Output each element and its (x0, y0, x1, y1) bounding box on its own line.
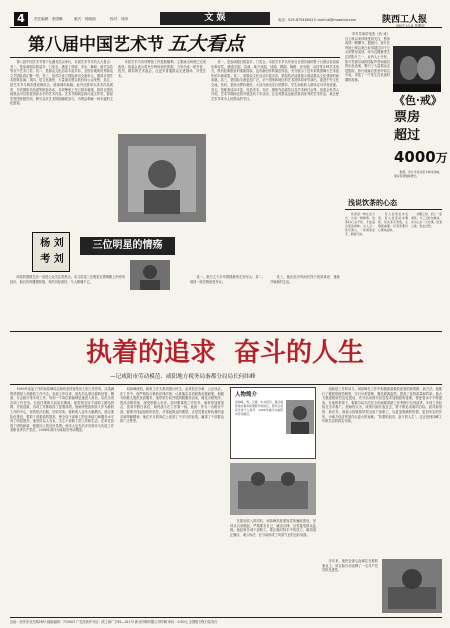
profile-photo (286, 400, 314, 434)
lust-title-line3: 超过 (394, 128, 421, 143)
headline-part-a: 第八届中国艺术节 (28, 35, 164, 55)
main-photo-1 (230, 463, 316, 515)
opinion-body: 饮茶是一种生活方式，也是一种修养。饮茶时心态平和，才能品出茶的真味。古人云：茶可清心，一杯清茶在手，烦恼尽消。 有人饮茶追求名贵，有人饮茶追求雅致，其实茶无贵贱，心境最重要。好茶需要好心情来品味。 闲暇之时，泡上一壶清茶，与三五好友畅谈，实为人生一大乐事。饮茶之道，贵在自然。 (345, 212, 442, 236)
feature-body: 明星的感情生活一直是公众关注的焦点。本文讲述三位明星在感情路上的坎坷经历，他们有的遭遇背叛，有的历经波折，令人唏嘘不已。 其一，她与丈夫多年感情最终走到尽头；其二，他因一段恋情备受争议。 其三，她在经历风雨后终于找到真爱，重新开始新的生活。 (10, 275, 340, 284)
main-body: 1989年参加工作的何纬峰同志始终坚持奋发向上的工作作风，以饱满的热情投入到税收工作中去。参加工作以来，他先后从事过税收征管、稽查、计会统计等多项工作，每到一个岗位都能够迅速进入角色，出色完成各项工作任务。在担任秦都分局局长期间，他带领全局干部职工团结拼搏、开拓创新，各项工作都取得了显著成绩。他始终把组织收入作为税收工作的中心，坚持依法治税，应收尽收，税收收入连年大幅增长。他注重队伍建设，狠抓干部素质的提高，使全局干部职工的业务能力和服务水平有了明显提升。他坚持以人为本，关心干部职工的工作和生活，在单位营造了团结和谐、积极向上的良好氛围。他本人也先后多次被评为先进工作者和优秀共产党员，2006年被评为咸阳市劳动模范。 何纬峰深知，税收工作关系到国计民生，必须依法办事、公正执法。在工作中，他严格执行税收法律法规，认真落实各项税收优惠政策，积极为纳税人提供优质服务。他带领分局开展纳税服务活动，简化办税程序，提高办税效率，深受纳税人好评。面对繁重的工作任务，他常常加班加点，放弃节假日休息，始终战斗在工作第一线。他说：作为一名税务干部，就要对得起组织的信任，对得起群众的期望。正是凭着这种执着的追求和奉献精神，他在平凡的岗位上创造了不平凡的业绩，赢得了干部群众的广泛赞誉。 人物简介 何纬峰，男，汉族，中共党员，现任咸阳地方税务局秦都分局局长。曾多次荣获先进个人称号，2006年被评为咸阳市劳动模范。 在抓好收入的同时，何纬峰高度重视党风廉政建设，坚持从自身做起，严格要求自己，廉洁自律，自觉接受群众监督。他经常告诫干部职工，要正确对待手中的权力，做到清正廉洁、秉公执法，在分局形成了风清气正的良好局面。 创新是工作的动力。何纬峰在工作中积极探索税收征管的新思路、新方法。他推行了税收管理员制度，实行分类管理，强化税源监控，提高了征管质量和效率。他大力推进税收信息化建设，充分运用现代信息技术加强税收管理，使征管水平不断提高。在他的带领下，秦都分局多次在全市地税系统工作考核中名列前茅，多项工作经验在全市推广。他始终认为，成绩只能代表过去，要不断追求新的目标。面对新形势、新任务，他表示将继续带领全局干部职工，以更加饱满的热情、更加务实的作风，为地方经济发展作出更大的贡献。“执着的追求，奋斗的人生”，这正是何纬峰工作和生活的真实写照。 多年来，他把全部心血倾注在税收事业上，用实际行动诠释了一名共产党员的先进性。 (10, 387, 442, 615)
lust-number: 4000 (394, 148, 436, 166)
lust-poster (393, 46, 441, 92)
profile-box: 人物简介 何纬峰，男，汉族，中共党员，现任咸阳地方税务局秦都分局局长。曾多次荣获先进个人称号，2006年被评为咸阳市劳动模范。 (230, 387, 316, 459)
opinion-title: 浅说饮茶的心态 (348, 199, 397, 207)
contact-line: 电话：029-87944843 E-mail:sb@mosaicw.com (278, 18, 357, 22)
lust-title-block: 《色·戒》 票房 超过 4000万 据悉，该片还将在更多城市加映，票房有望继续增长。 (394, 94, 448, 178)
designer-credit: 版式：郭晓丽 (74, 17, 96, 21)
lust-title-line1: 《色·戒》 (394, 94, 442, 107)
section-label: 文 娱 (160, 12, 270, 25)
lust-title-line2: 票房 (394, 110, 421, 125)
page-number: 4 (14, 12, 28, 26)
paper-name: 陕西工人报 (382, 15, 428, 25)
footer-imprint: 社址：西安市北关路26号 邮政编码：710003 广告经营许可证：陕工商广字61—011号 新北印刷有限公司印刷 单价：0.50元 全国报刊发行局发行 (10, 620, 218, 624)
top-story-headline (28, 33, 328, 55)
feature-stamp (32, 232, 70, 272)
top-story-body: 第八届中国艺术节将于在湖北武汉举行，本届艺术节共有五大看点：其一，是参演剧目数量多、门类全，涵盖了戏剧、音乐、舞蹈、曲艺杂技等各个艺术门类；其二，是群众文化活动丰富多彩，全国各地的优秀群众文艺团队将汇聚一堂；其三，是首次设立国际演出交流单元，邀请多国艺术团体参演；其四，是文化惠民，大量演出票以低价向公众发售；其五，是艺术节与城市建设相结合，展现城市新貌。此外还将举办美术作品展览、书法摄影作品展等配套活动，各项筹备工作已基本就绪，届时全国各地观众可以欣赏到高水平的艺术作品。艺术节期间还将评选文华奖、群星奖等国家级奖项，吸引众多艺术院团踊跃参与，为观众奉献一场丰盛的文化盛宴。 本届艺术节各项筹备工作进展顺利，主要演出场馆已完成改造。组委会表示将充分利用现有资源，力争办成一届节俭、热烈、精彩的艺术盛会，让更多普通群众走进剧场、享受艺术。 其一，是参演剧目数量多、门类全。本届艺术节共有来自全国各地的数十台剧目参加演出和评奖，涵盖京剧、昆曲、地方戏曲、话剧、歌剧、舞剧、音乐剧、杂技等多种艺术形式，既有经典剧目的重新排演，也有新创作的原创作品，充分展示了近年来我国舞台艺术创作的丰硕成果。其二，是群众文化活动丰富多彩，群星奖评选将展示基层群众文化建设的新成就。其三，是国际交流更加广泛，多个国家和地区的艺术团体将来华演出，促进中外文化交流。其四，是演出票价惠民，大部分演出实行低票价，学生和低收入群体还可享受优惠。其五，是配套活动丰富，包括美术、书法、摄影作品展览以及学术研讨会等。组委会负责人介绍，艺术节期间还将开展送戏下乡活动，让农村群众也能欣赏到优秀的艺术作品，真正使艺术节成为人民群众的节日。 (10, 60, 340, 225)
masthead (10, 12, 442, 28)
headline-part-b: 五大看点 (168, 33, 245, 55)
lust-box-office (394, 148, 448, 167)
top-story-photo (118, 134, 206, 222)
editor-credit: 责任编辑：张国琳 (34, 17, 63, 21)
feature-stamp-text: 杨 刘 考 刘 (40, 238, 64, 265)
issue-date: 2007.11.8 星期四 (396, 24, 425, 28)
main-headline: 执着的追求 奋斗的人生 (85, 338, 365, 368)
profile-title: 人物简介 (235, 392, 258, 398)
main-photo-2 (382, 559, 442, 613)
lust-caution-article: 李安导演的电影《色·戒》自上映以来持续受到关注，票房成绩一路攀升。据统计，该片在内地上映以来已取得超过四千万元的票房成绩，成为近期最受关注的影片之一。业内人士分析，影片凭借导演的国际声誉和演员的出色表演，吸引了大量观众走进影院。影片改编自张爱玲同名小说，讲述了一个发生在抗战时期的故事。 《色·戒》 票房 超过 4000万 据悉，该片还将在更多城市加映，票房有望继续增长。 (345, 32, 442, 197)
feature-title: 三位明星的情殇 (80, 237, 175, 255)
proof-credit: 校对：刘涛 (110, 17, 128, 21)
main-subheadline: —记咸阳市劳动模范、咸阳地方税务局秦都分局局长何纬峰 (110, 374, 256, 380)
lust-unit: 万 (435, 151, 448, 165)
